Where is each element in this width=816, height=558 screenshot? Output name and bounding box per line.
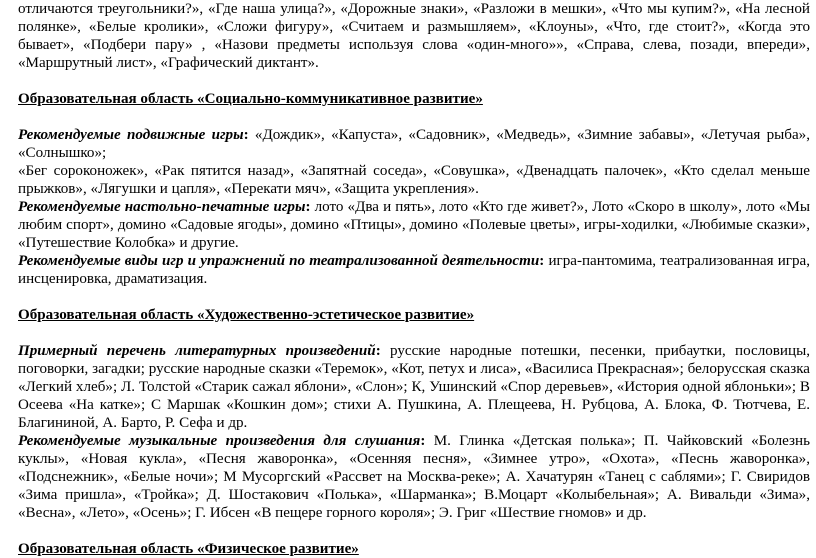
music-text: М. Глинка «Детская полька»; П. Чайковский «Болезнь куклы», «Новая кукла», «Песня жаворонка», «Осенняя песня», «Зимнее утро», «Охота», «Песнь жаворонка», «Подснежник», «Белые ночи»; М Мусоргский «Рассвет на Москва-реке»; А. Хачатурян «Танец с саблями»; Г. Свиридов «Зима пришла», «Тройка»; Д. Шостакович «Полька», «Шарманка»; В.Моцарт «Колыбельная»; А. Вивальди «Зима», «Весна», «Лето», «Осень»; Г. Ибсен «В пещере горного короля»; Э. Григ «Шествие гномов» и др. bbox=[18, 433, 810, 521]
document-page bbox=[18, 0, 810, 558]
outdoor-games-paragraph-2: «Бег сороконожек», «Рак пятится назад», «Запятнай соседа», «Совушка», «Двенадцать палочек», «Кто сделал меньше прыжков», «Лягушки и цапля», «Перекати мяч», «Защита укрепления». bbox=[18, 163, 810, 197]
music-paragraph bbox=[18, 432, 810, 522]
outdoor-games-paragraph bbox=[18, 126, 810, 162]
theatre-games-text: игра-пантомима, театрализованная игра, инсценировка, драматизация. bbox=[18, 253, 810, 287]
spacer bbox=[18, 288, 810, 306]
literature-text: русские народные потешки, песенки, прибаутки, пословицы, поговорки, загадки; русские народные сказки «Теремок», «Кот, петух и лиса», «Василиса Прекрасная»; белорусская сказка «Легкий хлеб»; Л. Толстой «Старик сажал яблони», «Слон»; К, Ушинский «Спор деревьев», «История одной яблоньки»; В Осеева «На катке»; С Маршак «Кошкин дом»; стихи А. Пушкина, А. Плещеева, Н. Рубцова, А. Блока, Ф. Тютчева, Е. Благининой, А. Барто, Р. Сефа и др. bbox=[18, 343, 810, 431]
board-games-paragraph bbox=[18, 198, 810, 252]
theatre-games-paragraph bbox=[18, 252, 810, 288]
literature-separator: : bbox=[375, 343, 391, 359]
spacer bbox=[18, 324, 810, 342]
board-games-text: лото «Два и пять», лото «Кто где живет?», Лото «Скоро в школу», лото «Мы любим спорт», домино «Садовые ягоды», домино «Птицы», домино «Полевые цветы», игры-ходилки, «Любимые сказки», «Путешествие Колобка» и другие. bbox=[18, 199, 810, 251]
outdoor-games-label: Рекомендуемые подвижные игры bbox=[18, 127, 244, 143]
theatre-games-label: Рекомендуемые виды игр и упражнений по театрализованной деятельности bbox=[18, 253, 540, 269]
literature-label: Примерный перечень литературных произведений bbox=[18, 343, 376, 359]
physical-section-heading: Образовательная область «Физическое развитие» bbox=[18, 541, 359, 557]
board-games-label: Рекомендуемые настольно-печатные игры bbox=[18, 199, 306, 215]
music-separator: : bbox=[420, 433, 434, 449]
theatre-games-separator: : bbox=[539, 253, 549, 269]
outdoor-games-text: «Дождик», «Капуста», «Садовник», «Медведь», «Зимние забавы», «Летучая рыба», «Солнышко»; bbox=[18, 127, 810, 161]
outdoor-games-separator: : bbox=[243, 127, 255, 143]
literature-paragraph bbox=[18, 342, 810, 432]
spacer bbox=[18, 72, 810, 90]
music-label: Рекомендуемые музыкальные произведения для слушания bbox=[18, 433, 421, 449]
spacer bbox=[18, 108, 810, 126]
board-games-separator: : bbox=[305, 199, 315, 215]
art-section-heading: Образовательная область «Художественно-эстетическое развитие» bbox=[18, 307, 475, 323]
spacer bbox=[18, 522, 810, 540]
social-section-heading: Образовательная область «Социально-коммуникативное развитие» bbox=[18, 91, 483, 107]
intro-paragraph: отличаются треугольники?», «Где наша улица?», «Дорожные знаки», «Разложи в мешки», «Что мы купим?», «На лесной полянке», «Белые кролики», «Сложи фигуру», «Считаем и размышляем», «Клоуны», «Что, где стоит?», «Когда это бывает», «Подбери пару» , «Назови предметы используя слова «один-много»», «Справа, слева, позади, впереди», «Маршрутный лист», «Графический диктант». bbox=[18, 1, 810, 71]
